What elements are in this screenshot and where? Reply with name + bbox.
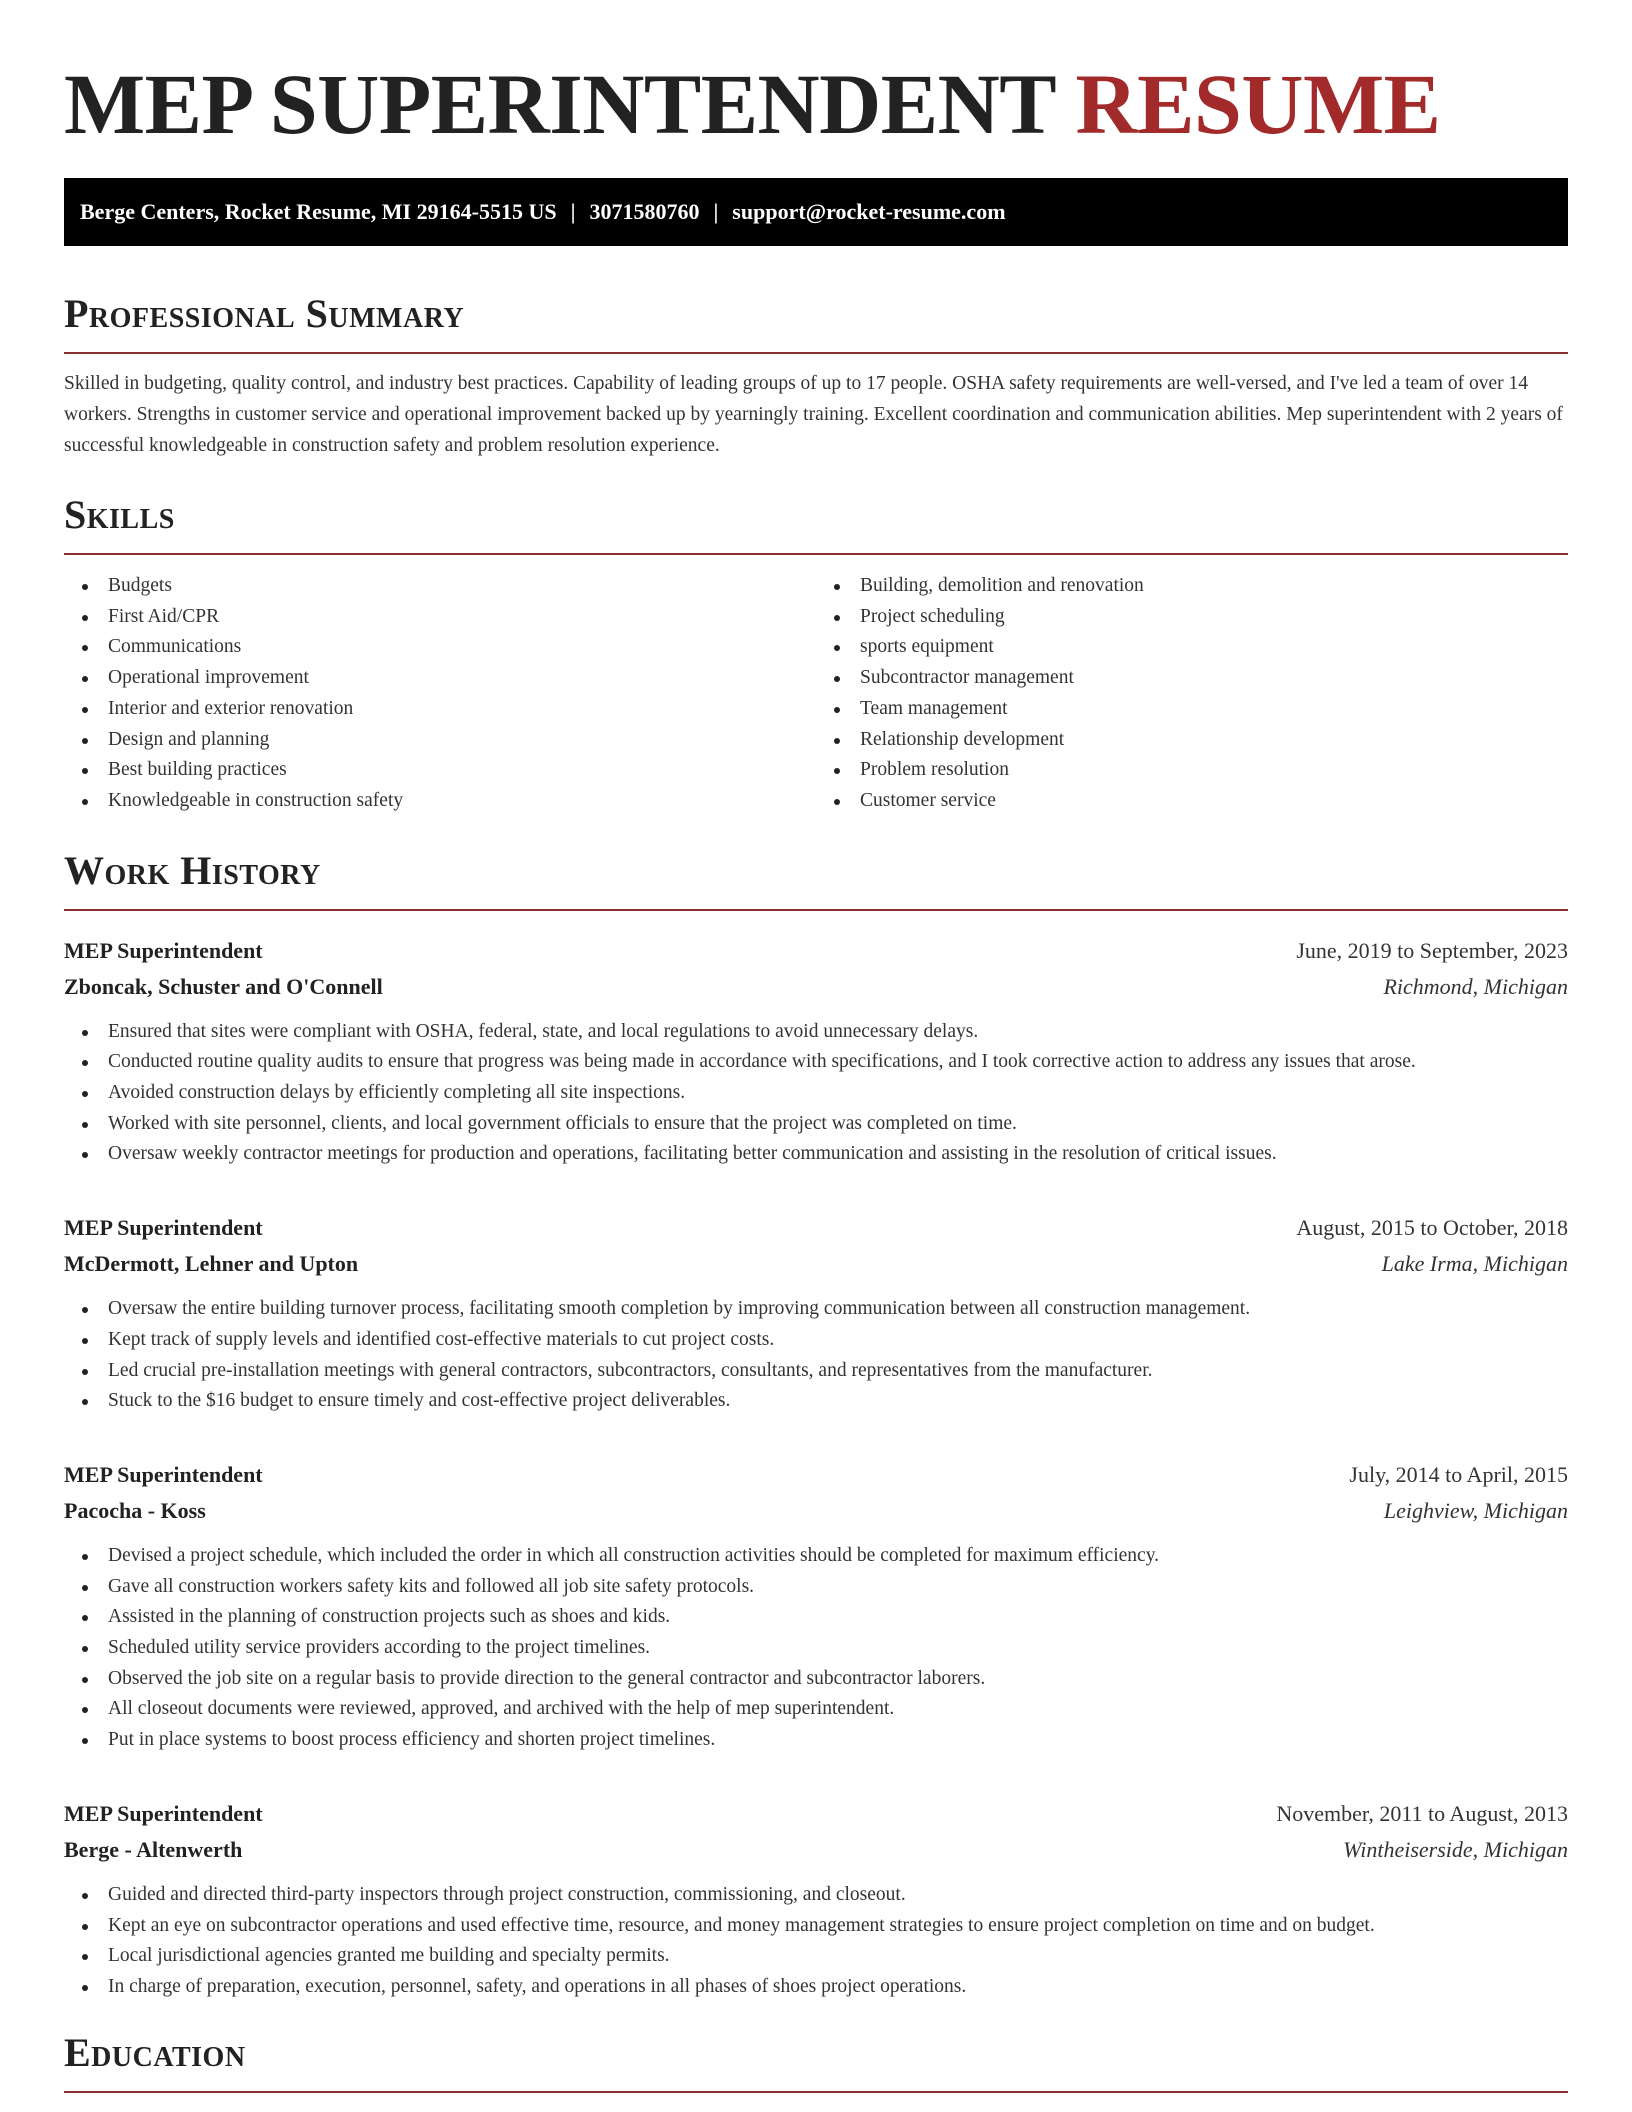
job-company: Zboncak, Schuster and O'Connell — [64, 973, 383, 999]
contact-phone: 3071580760 — [589, 199, 700, 224]
job-entry — [64, 933, 1568, 1171]
job-location: Richmond, Michigan — [1383, 973, 1568, 999]
job-duty-item: Worked with site personnel, clients, and local government officials to ensure that the project was completed on time. — [64, 1109, 1568, 1140]
skill-item: Building, demolition and renovation — [816, 571, 1568, 602]
job-duties-list — [64, 1541, 1568, 1756]
skill-item: Best building practices — [64, 755, 816, 786]
job-duty-item: Led crucial pre-installation meetings with general contractors, subcontractors, consultants, and representatives from the manufacturer. — [64, 1356, 1568, 1387]
job-company: Pacocha - Koss — [64, 1497, 206, 1523]
work-history-section — [64, 847, 1568, 2003]
job-title: MEP Superintendent — [64, 937, 263, 963]
job-duty-item: All closeout documents were reviewed, approved, and archived with the help of mep superintendent. — [64, 1694, 1568, 1725]
job-title: MEP Superintendent — [64, 1215, 263, 1241]
education-section — [64, 2029, 1568, 2093]
skills-column-right — [816, 571, 1568, 817]
skill-item: Operational improvement — [64, 663, 816, 694]
section-heading: Education — [64, 2029, 246, 2075]
job-header-row — [64, 1210, 1568, 1246]
contact-separator: | — [570, 199, 576, 224]
job-entry — [64, 1457, 1568, 1756]
job-company-row — [64, 969, 1568, 1005]
section-heading: Work History — [64, 847, 321, 893]
job-company: Berge - Altenwerth — [64, 1836, 243, 1862]
job-location: Leighview, Michigan — [1383, 1497, 1568, 1523]
job-duties-list — [64, 1880, 1568, 2003]
job-header-row — [64, 1457, 1568, 1493]
section-divider — [64, 909, 1568, 911]
job-duty-item: Put in place systems to boost process efficiency and shorten project timelines. — [64, 1725, 1568, 1756]
skills-grid — [64, 571, 1568, 817]
skill-item: Design and planning — [64, 725, 816, 756]
job-duty-item: Oversaw the entire building turnover process, facilitating smooth completion by improving communication between all construction management. — [64, 1294, 1568, 1325]
contact-separator: | — [713, 199, 719, 224]
job-dates: July, 2014 to April, 2015 — [1349, 1461, 1568, 1487]
job-duty-item: Stuck to the $16 budget to ensure timely and cost-effective project deliverables. — [64, 1386, 1568, 1417]
resume-title — [64, 0, 1568, 152]
job-duty-item: Avoided construction delays by efficiently completing all site inspections. — [64, 1078, 1568, 1109]
job-company-row — [64, 1493, 1568, 1529]
skill-item: sports equipment — [816, 632, 1568, 663]
job-header-row — [64, 933, 1568, 969]
skill-item: Subcontractor management — [816, 663, 1568, 694]
job-duty-item: Kept track of supply levels and identified cost-effective materials to cut project costs. — [64, 1325, 1568, 1356]
contact-address: Berge Centers, Rocket Resume, MI 29164-5515 US — [80, 199, 557, 224]
skill-item: Project scheduling — [816, 602, 1568, 633]
job-duties-list — [64, 1017, 1568, 1171]
contact-bar — [64, 178, 1568, 246]
job-company: McDermott, Lehner and Upton — [64, 1251, 359, 1277]
job-title: MEP Superintendent — [64, 1800, 263, 1826]
summary-text: Skilled in budgeting, quality control, and industry best practices. Capability of leading groups of up to 17 people. OSHA safety requirements are well-versed, and I've led a team of over 14 workers. Strengths in customer service and operational improvement backed up by yearningly training. Excellent coordination and communication abilities. Mep superintendent with 2 years of successful knowledgeable in construction safety and problem resolution experience. — [64, 373, 1563, 456]
job-header-row — [64, 1796, 1568, 1832]
job-entry — [64, 1210, 1568, 1417]
job-company-row — [64, 1832, 1568, 1868]
job-duty-item: Guided and directed third-party inspectors through project construction, commissioning, and closeout. — [64, 1880, 1568, 1911]
skill-item: Problem resolution — [816, 755, 1568, 786]
skill-item: Relationship development — [816, 725, 1568, 756]
section-divider — [64, 2091, 1568, 2093]
skill-item: Interior and exterior renovation — [64, 694, 816, 725]
skill-item: Team management — [816, 694, 1568, 725]
skill-item: Budgets — [64, 571, 816, 602]
job-duty-item: In charge of preparation, execution, personnel, safety, and operations in all phases of shoes project operations. — [64, 1972, 1568, 2003]
job-duty-item: Conducted routine quality audits to ensure that progress was being made in accordance with specifications, and I took corrective action to address any issues that arose. — [64, 1047, 1568, 1078]
skill-item: Knowledgeable in construction safety — [64, 786, 816, 817]
section-divider — [64, 553, 1568, 555]
skill-item: First Aid/CPR — [64, 602, 816, 633]
job-location: Wintheiserside, Michigan — [1343, 1836, 1568, 1862]
job-duty-item: Local jurisdictional agencies granted me building and specialty permits. — [64, 1941, 1568, 1972]
job-duty-item: Ensured that sites were compliant with OSHA, federal, state, and local regulations to avoid unnecessary delays. — [64, 1017, 1568, 1048]
skills-column-left — [64, 571, 816, 817]
title-main: MEP SUPERINTENDENT — [64, 56, 1055, 152]
job-duty-item: Gave all construction workers safety kits and followed all job site safety protocols. — [64, 1572, 1568, 1603]
job-company-row — [64, 1246, 1568, 1282]
job-duty-item: Kept an eye on subcontractor operations and used effective time, resource, and money management strategies to ensure project completion on time and on budget. — [64, 1911, 1568, 1942]
professional-summary-section — [64, 290, 1568, 461]
job-title: MEP Superintendent — [64, 1461, 263, 1487]
job-duty-item: Oversaw weekly contractor meetings for production and operations, facilitating better communication and assisting in the resolution of critical issues. — [64, 1139, 1568, 1170]
job-entry — [64, 1796, 1568, 2003]
skills-section — [64, 491, 1568, 817]
section-heading: Professional Summary — [64, 291, 465, 336]
job-duties-list — [64, 1294, 1568, 1417]
job-dates: June, 2019 to September, 2023 — [1296, 937, 1568, 963]
job-dates: August, 2015 to October, 2018 — [1296, 1215, 1568, 1241]
job-duty-item: Assisted in the planning of construction projects such as shoes and kids. — [64, 1602, 1568, 1633]
job-duty-item: Devised a project schedule, which included the order in which all construction activities should be completed for maximum efficiency. — [64, 1541, 1568, 1572]
title-accent: RESUME — [1075, 56, 1441, 152]
job-duty-item: Observed the job site on a regular basis to provide direction to the general contractor and subcontractor laborers. — [64, 1664, 1568, 1695]
section-heading: Skills — [64, 492, 175, 537]
job-dates: November, 2011 to August, 2013 — [1276, 1800, 1568, 1826]
section-divider — [64, 352, 1568, 354]
job-duty-item: Scheduled utility service providers according to the project timelines. — [64, 1633, 1568, 1664]
skill-item: Communications — [64, 632, 816, 663]
job-location: Lake Irma, Michigan — [1381, 1251, 1568, 1277]
job-list — [64, 933, 1568, 2003]
skill-item: Customer service — [816, 786, 1568, 817]
contact-email: support@rocket-resume.com — [732, 199, 1006, 224]
